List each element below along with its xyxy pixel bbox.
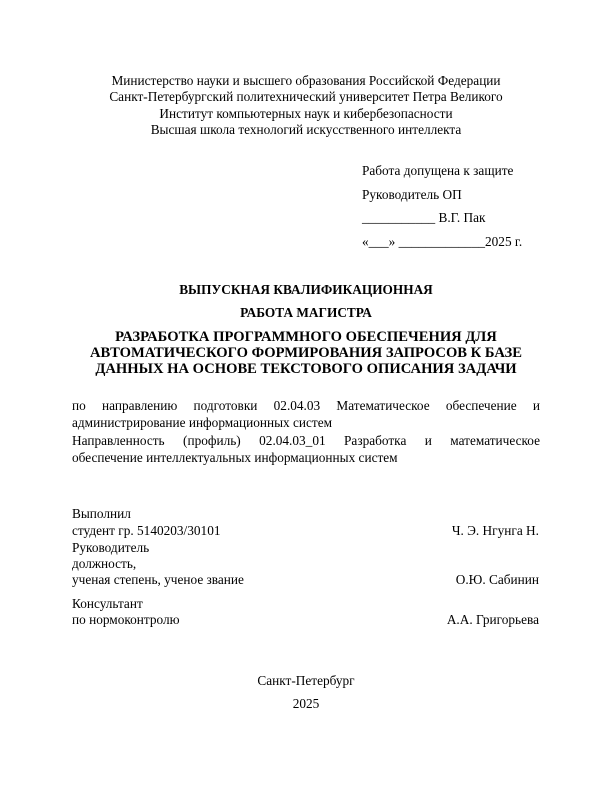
school-line: Высшая школа технологий искусственного интеллекта <box>150 122 462 137</box>
thesis-topic-line-3: ДАННЫХ НА ОСНОВЕ ТЕКСТОВОГО ОПИСАНИЯ ЗАДАЧИ <box>95 361 517 377</box>
admitted-to-defense: Работа допущена к защите <box>362 163 514 178</box>
approval-date-line: «___» _____________2025 г. <box>362 234 523 249</box>
ministry-line: Министерство науки и высшего образования Российской Федерации <box>111 73 501 88</box>
consultant-area: по нормоконтролю <box>72 612 180 627</box>
institute-line: Институт компьютерных наук и кибербезопасности <box>159 106 453 121</box>
supervisor-label: Руководитель <box>72 540 150 555</box>
supervisor-degree: ученая степень, ученое звание <box>72 572 244 587</box>
study-direction <box>72 397 540 432</box>
supervisor-position: должность, <box>72 556 137 571</box>
study-direction-line-2: администрирование информационных систем <box>72 415 333 431</box>
study-profile <box>72 432 540 467</box>
thesis-topic-line-1: РАЗРАБОТКА ПРОГРАММНОГО ОБЕСПЕЧЕНИЯ ДЛЯ <box>115 329 497 345</box>
program-head-signature: ___________ В.Г. Пак <box>362 210 486 225</box>
university-line: Санкт-Петербургский политехнический университет Петра Великого <box>109 89 503 104</box>
city: Санкт-Петербург <box>257 673 355 688</box>
study-profile-line-2: обеспечение интеллектуальных информационных систем <box>72 450 398 466</box>
student-label: Выполнил <box>72 506 131 521</box>
student-group: студент гр. 5140203/30101 <box>72 523 221 538</box>
study-direction-line-1: по направлению подготовки 02.04.03 Математическое обеспечение и <box>72 398 540 413</box>
thesis-type-line-1: ВЫПУСКНАЯ КВАЛИФИКАЦИОННАЯ <box>179 282 433 297</box>
consultant-name: А.А. Григорьева <box>446 612 539 627</box>
year: 2025 <box>292 696 320 711</box>
thesis-topic-line-2: АВТОМАТИЧЕСКОГО ФОРМИРОВАНИЯ ЗАПРОСОВ К БАЗЕ <box>90 345 522 361</box>
student-name: Ч. Э. Нгунга Н. <box>451 523 539 538</box>
consultant-label: Консультант <box>72 596 143 611</box>
thesis-type-line-2: РАБОТА МАГИСТРА <box>240 305 372 320</box>
program-head-role: Руководитель ОП <box>362 187 462 202</box>
study-profile-line-1: Направленность (профиль) 02.04.03_01 Разработка и математическое <box>72 433 540 448</box>
supervisor-name: О.Ю. Сабинин <box>455 572 539 587</box>
